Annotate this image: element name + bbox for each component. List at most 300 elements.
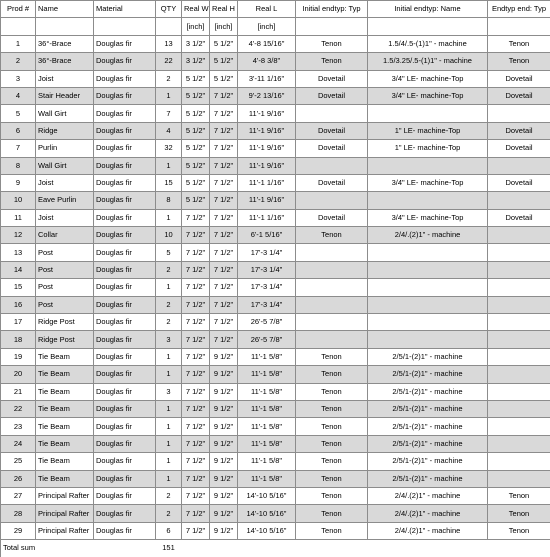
cell-initial-endtyp-typ[interactable]: Tenon xyxy=(296,383,368,400)
cell-initial-endtyp-typ[interactable]: Tenon xyxy=(296,453,368,470)
cell-prod-number[interactable]: 28 xyxy=(1,505,36,522)
cell-qty[interactable]: 1 xyxy=(156,435,182,452)
cell-real-l[interactable]: 4'-8 15/16" xyxy=(238,35,296,52)
table-row[interactable] xyxy=(1,174,550,191)
cell-qty[interactable]: 13 xyxy=(156,35,182,52)
cell-real-h[interactable]: 5 1/2" xyxy=(210,70,238,87)
cell-prod-number[interactable]: 23 xyxy=(1,418,36,435)
table-row[interactable] xyxy=(1,53,550,70)
cell-real-l[interactable]: 11'-1 9/16" xyxy=(238,140,296,157)
cell-initial-endtyp-name[interactable]: 3/4" LE- machine-Top xyxy=(368,70,488,87)
col-header-initial-endtyp-typ[interactable]: Initial endtyp: Typ xyxy=(296,1,368,18)
cell-endtyp-end-typ[interactable] xyxy=(488,435,550,452)
cell-part-name[interactable]: Principal Rafter xyxy=(36,505,94,522)
cell-material[interactable]: Douglas fir xyxy=(94,174,156,191)
cell-material[interactable]: Douglas fir xyxy=(94,53,156,70)
cell-real-h[interactable]: 7 1/2" xyxy=(210,209,238,226)
cell-real-h[interactable]: 5 1/2" xyxy=(210,35,238,52)
cell-real-w[interactable]: 7 1/2" xyxy=(182,366,210,383)
table-row[interactable] xyxy=(1,331,550,348)
cell-part-name[interactable]: Ridge xyxy=(36,122,94,139)
cell-part-name[interactable]: Ridge Post xyxy=(36,314,94,331)
cell-initial-endtyp-name[interactable] xyxy=(368,261,488,278)
cell-real-w[interactable]: 7 1/2" xyxy=(182,400,210,417)
cell-prod-number[interactable]: 20 xyxy=(1,366,36,383)
cell-real-w[interactable]: 5 1/2" xyxy=(182,140,210,157)
cell-initial-endtyp-typ[interactable]: Tenon xyxy=(296,227,368,244)
table-row[interactable] xyxy=(1,279,550,296)
col-header-real-l[interactable]: Real L xyxy=(238,1,296,18)
cell-qty[interactable]: 5 xyxy=(156,244,182,261)
cell-part-name[interactable]: Ridge Post xyxy=(36,331,94,348)
cell-initial-endtyp-name[interactable]: 3/4" LE- machine-Top xyxy=(368,87,488,104)
cell-real-l[interactable]: 17'-3 1/4" xyxy=(238,244,296,261)
cell-material[interactable]: Douglas fir xyxy=(94,157,156,174)
cell-endtyp-end-typ[interactable] xyxy=(488,227,550,244)
table-row[interactable] xyxy=(1,105,550,122)
cell-initial-endtyp-typ[interactable]: Dovetail xyxy=(296,70,368,87)
cell-real-w[interactable]: 7 1/2" xyxy=(182,296,210,313)
cell-prod-number[interactable]: 21 xyxy=(1,383,36,400)
cell-real-h[interactable]: 5 1/2" xyxy=(210,53,238,70)
cell-initial-endtyp-typ[interactable]: Tenon xyxy=(296,435,368,452)
cell-real-h[interactable]: 9 1/2" xyxy=(210,522,238,539)
cell-initial-endtyp-typ[interactable] xyxy=(296,244,368,261)
cell-part-name[interactable]: Tie Beam xyxy=(36,470,94,487)
cell-material[interactable]: Douglas fir xyxy=(94,487,156,504)
cell-real-w[interactable]: 7 1/2" xyxy=(182,261,210,278)
cell-real-h[interactable]: 7 1/2" xyxy=(210,296,238,313)
cell-real-w[interactable]: 5 1/2" xyxy=(182,105,210,122)
cell-material[interactable]: Douglas fir xyxy=(94,227,156,244)
cell-material[interactable]: Douglas fir xyxy=(94,279,156,296)
cell-material[interactable]: Douglas fir xyxy=(94,296,156,313)
cell-part-name[interactable]: Post xyxy=(36,296,94,313)
cell-real-h[interactable]: 7 1/2" xyxy=(210,87,238,104)
cell-real-h[interactable]: 7 1/2" xyxy=(210,244,238,261)
cell-initial-endtyp-typ[interactable]: Tenon xyxy=(296,348,368,365)
cell-prod-number[interactable]: 15 xyxy=(1,279,36,296)
cell-prod-number[interactable]: 7 xyxy=(1,140,36,157)
cell-qty[interactable]: 1 xyxy=(156,470,182,487)
col-header-prod[interactable]: Prod # xyxy=(1,1,36,18)
cell-endtyp-end-typ[interactable] xyxy=(488,366,550,383)
cell-initial-endtyp-name[interactable]: 3/4" LE- machine-Top xyxy=(368,209,488,226)
cell-real-h[interactable]: 7 1/2" xyxy=(210,279,238,296)
table-row[interactable] xyxy=(1,87,550,104)
cell-initial-endtyp-typ[interactable] xyxy=(296,157,368,174)
cell-endtyp-end-typ[interactable] xyxy=(488,244,550,261)
cell-initial-endtyp-name[interactable] xyxy=(368,105,488,122)
cell-initial-endtyp-typ[interactable]: Tenon xyxy=(296,400,368,417)
cell-real-l[interactable]: 6'-1 5/16" xyxy=(238,227,296,244)
table-row[interactable] xyxy=(1,470,550,487)
col-header-endtyp-end-typ[interactable]: Endtyp end: Typ xyxy=(488,1,550,18)
cell-prod-number[interactable]: 17 xyxy=(1,314,36,331)
cell-initial-endtyp-typ[interactable]: Dovetail xyxy=(296,122,368,139)
cell-qty[interactable]: 32 xyxy=(156,140,182,157)
cell-qty[interactable]: 6 xyxy=(156,522,182,539)
table-row[interactable] xyxy=(1,70,550,87)
cell-real-w[interactable]: 7 1/2" xyxy=(182,435,210,452)
cell-real-l[interactable]: 11'-1 5/8" xyxy=(238,383,296,400)
cell-real-h[interactable]: 7 1/2" xyxy=(210,122,238,139)
cell-material[interactable]: Douglas fir xyxy=(94,140,156,157)
cell-part-name[interactable]: Tie Beam xyxy=(36,366,94,383)
table-row[interactable] xyxy=(1,418,550,435)
cell-initial-endtyp-name[interactable]: 2/5/1-(2)1" - machine xyxy=(368,418,488,435)
cell-initial-endtyp-name[interactable]: 1.5/3.25/.5-(1)1" - machine xyxy=(368,53,488,70)
cell-prod-number[interactable]: 19 xyxy=(1,348,36,365)
cell-endtyp-end-typ[interactable] xyxy=(488,453,550,470)
cell-endtyp-end-typ[interactable] xyxy=(488,261,550,278)
cell-part-name[interactable]: Stair Header xyxy=(36,87,94,104)
cell-endtyp-end-typ[interactable]: Tenon xyxy=(488,35,550,52)
cell-initial-endtyp-name[interactable]: 2/4/.(2)1" - machine xyxy=(368,487,488,504)
cell-qty[interactable]: 2 xyxy=(156,314,182,331)
cell-real-h[interactable]: 7 1/2" xyxy=(210,192,238,209)
cell-material[interactable]: Douglas fir xyxy=(94,70,156,87)
cell-endtyp-end-typ[interactable]: Tenon xyxy=(488,53,550,70)
cell-real-w[interactable]: 5 1/2" xyxy=(182,87,210,104)
cell-real-l[interactable]: 17'-3 1/4" xyxy=(238,261,296,278)
cell-part-name[interactable]: Tie Beam xyxy=(36,348,94,365)
cell-real-h[interactable]: 7 1/2" xyxy=(210,157,238,174)
cell-material[interactable]: Douglas fir xyxy=(94,470,156,487)
cell-prod-number[interactable]: 2 xyxy=(1,53,36,70)
table-row[interactable] xyxy=(1,453,550,470)
cell-initial-endtyp-typ[interactable]: Dovetail xyxy=(296,87,368,104)
cell-real-w[interactable]: 5 1/2" xyxy=(182,157,210,174)
cell-prod-number[interactable]: 5 xyxy=(1,105,36,122)
cell-real-h[interactable]: 9 1/2" xyxy=(210,435,238,452)
cell-real-w[interactable]: 5 1/2" xyxy=(182,122,210,139)
cell-real-l[interactable]: 11'-1 5/8" xyxy=(238,400,296,417)
table-row[interactable] xyxy=(1,522,550,539)
cell-initial-endtyp-typ[interactable] xyxy=(296,105,368,122)
cell-prod-number[interactable]: 25 xyxy=(1,453,36,470)
cell-qty[interactable]: 1 xyxy=(156,366,182,383)
cell-prod-number[interactable]: 9 xyxy=(1,174,36,191)
cell-part-name[interactable]: Tie Beam xyxy=(36,400,94,417)
cell-initial-endtyp-name[interactable]: 2/5/1-(2)1" - machine xyxy=(368,435,488,452)
cell-part-name[interactable]: Purlin xyxy=(36,140,94,157)
cell-part-name[interactable]: Principal Rafter xyxy=(36,487,94,504)
table-row[interactable] xyxy=(1,487,550,504)
table-row[interactable] xyxy=(1,35,550,52)
cell-initial-endtyp-typ[interactable]: Tenon xyxy=(296,470,368,487)
cell-real-l[interactable]: 11'-1 9/16" xyxy=(238,157,296,174)
cell-part-name[interactable]: Post xyxy=(36,261,94,278)
cell-material[interactable]: Douglas fir xyxy=(94,331,156,348)
cell-real-w[interactable]: 7 1/2" xyxy=(182,487,210,504)
cell-real-l[interactable]: 11'-1 9/16" xyxy=(238,105,296,122)
table-row[interactable] xyxy=(1,348,550,365)
cell-initial-endtyp-typ[interactable]: Tenon xyxy=(296,487,368,504)
cell-real-h[interactable]: 7 1/2" xyxy=(210,314,238,331)
cell-material[interactable]: Douglas fir xyxy=(94,453,156,470)
cell-real-h[interactable]: 7 1/2" xyxy=(210,261,238,278)
table-row[interactable] xyxy=(1,192,550,209)
cell-prod-number[interactable]: 1 xyxy=(1,35,36,52)
cell-material[interactable]: Douglas fir xyxy=(94,348,156,365)
cell-initial-endtyp-name[interactable]: 2/5/1-(2)1" - machine xyxy=(368,453,488,470)
cell-real-w[interactable]: 7 1/2" xyxy=(182,505,210,522)
cell-real-w[interactable]: 7 1/2" xyxy=(182,348,210,365)
cell-real-l[interactable]: 11'-1 5/8" xyxy=(238,453,296,470)
cell-real-h[interactable]: 9 1/2" xyxy=(210,505,238,522)
cell-endtyp-end-typ[interactable] xyxy=(488,296,550,313)
cell-part-name[interactable]: Post xyxy=(36,279,94,296)
cell-prod-number[interactable]: 18 xyxy=(1,331,36,348)
cell-prod-number[interactable]: 16 xyxy=(1,296,36,313)
cell-material[interactable]: Douglas fir xyxy=(94,314,156,331)
col-header-initial-endtyp-name[interactable]: Initial endtyp: Name xyxy=(368,1,488,18)
cell-real-w[interactable]: 5 1/2" xyxy=(182,174,210,191)
cell-qty[interactable]: 2 xyxy=(156,505,182,522)
cell-real-h[interactable]: 9 1/2" xyxy=(210,400,238,417)
cell-endtyp-end-typ[interactable]: Tenon xyxy=(488,487,550,504)
cell-initial-endtyp-name[interactable] xyxy=(368,331,488,348)
cell-material[interactable]: Douglas fir xyxy=(94,209,156,226)
table-row[interactable] xyxy=(1,209,550,226)
cell-qty[interactable]: 1 xyxy=(156,87,182,104)
cell-real-h[interactable]: 9 1/2" xyxy=(210,453,238,470)
table-row[interactable] xyxy=(1,314,550,331)
cell-initial-endtyp-name[interactable]: 1" LE- machine-Top xyxy=(368,140,488,157)
cell-material[interactable]: Douglas fir xyxy=(94,400,156,417)
cell-qty[interactable]: 1 xyxy=(156,209,182,226)
col-header-name[interactable]: Name xyxy=(36,1,94,18)
cell-real-w[interactable]: 7 1/2" xyxy=(182,314,210,331)
cell-qty[interactable]: 1 xyxy=(156,418,182,435)
cell-real-l[interactable]: 11'-1 1/16" xyxy=(238,174,296,191)
cell-real-l[interactable]: 11'-1 9/16" xyxy=(238,192,296,209)
cell-material[interactable]: Douglas fir xyxy=(94,383,156,400)
cell-initial-endtyp-name[interactable] xyxy=(368,244,488,261)
cell-prod-number[interactable]: 24 xyxy=(1,435,36,452)
cell-material[interactable]: Douglas fir xyxy=(94,366,156,383)
table-row[interactable] xyxy=(1,383,550,400)
cell-endtyp-end-typ[interactable]: Dovetail xyxy=(488,122,550,139)
cell-endtyp-end-typ[interactable] xyxy=(488,383,550,400)
col-header-real-w[interactable]: Real W xyxy=(182,1,210,18)
cell-real-w[interactable]: 7 1/2" xyxy=(182,418,210,435)
cell-real-w[interactable]: 5 1/2" xyxy=(182,70,210,87)
cell-real-w[interactable]: 3 1/2" xyxy=(182,35,210,52)
cell-prod-number[interactable]: 3 xyxy=(1,70,36,87)
cell-real-l[interactable]: 11'-1 1/16" xyxy=(238,209,296,226)
cell-initial-endtyp-typ[interactable]: Tenon xyxy=(296,53,368,70)
cell-endtyp-end-typ[interactable] xyxy=(488,157,550,174)
cell-initial-endtyp-typ[interactable]: Tenon xyxy=(296,505,368,522)
cell-initial-endtyp-typ[interactable] xyxy=(296,296,368,313)
cell-prod-number[interactable]: 6 xyxy=(1,122,36,139)
cell-real-h[interactable]: 9 1/2" xyxy=(210,348,238,365)
cell-real-l[interactable]: 11'-1 5/8" xyxy=(238,435,296,452)
cell-material[interactable]: Douglas fir xyxy=(94,122,156,139)
cell-real-l[interactable]: 11'-1 5/8" xyxy=(238,418,296,435)
table-row[interactable] xyxy=(1,140,550,157)
table-row[interactable] xyxy=(1,435,550,452)
cell-part-name[interactable]: Tie Beam xyxy=(36,383,94,400)
cell-endtyp-end-typ[interactable]: Dovetail xyxy=(488,70,550,87)
cell-part-name[interactable]: Post xyxy=(36,244,94,261)
cell-initial-endtyp-typ[interactable]: Dovetail xyxy=(296,174,368,191)
cell-real-l[interactable]: 26'-5 7/8" xyxy=(238,314,296,331)
cell-endtyp-end-typ[interactable] xyxy=(488,279,550,296)
cell-real-w[interactable]: 7 1/2" xyxy=(182,244,210,261)
cell-prod-number[interactable]: 8 xyxy=(1,157,36,174)
cell-initial-endtyp-typ[interactable] xyxy=(296,261,368,278)
cell-qty[interactable]: 10 xyxy=(156,227,182,244)
cell-part-name[interactable]: Tie Beam xyxy=(36,435,94,452)
table-row[interactable] xyxy=(1,366,550,383)
cell-material[interactable]: Douglas fir xyxy=(94,435,156,452)
cell-initial-endtyp-typ[interactable] xyxy=(296,279,368,296)
cell-real-w[interactable]: 7 1/2" xyxy=(182,227,210,244)
cell-part-name[interactable]: Tie Beam xyxy=(36,453,94,470)
cell-real-l[interactable]: 14'-10 5/16" xyxy=(238,505,296,522)
cell-endtyp-end-typ[interactable] xyxy=(488,400,550,417)
cell-real-w[interactable]: 7 1/2" xyxy=(182,279,210,296)
cell-part-name[interactable]: Wall Girt xyxy=(36,157,94,174)
cell-qty[interactable]: 15 xyxy=(156,174,182,191)
cell-real-l[interactable]: 11'-1 9/16" xyxy=(238,122,296,139)
cell-qty[interactable]: 7 xyxy=(156,105,182,122)
cell-endtyp-end-typ[interactable]: Dovetail xyxy=(488,140,550,157)
cell-part-name[interactable]: Tie Beam xyxy=(36,418,94,435)
cell-material[interactable]: Douglas fir xyxy=(94,87,156,104)
cell-qty[interactable]: 2 xyxy=(156,296,182,313)
cell-real-w[interactable]: 5 1/2" xyxy=(182,192,210,209)
cell-qty[interactable]: 2 xyxy=(156,261,182,278)
cell-prod-number[interactable]: 4 xyxy=(1,87,36,104)
cell-real-w[interactable]: 7 1/2" xyxy=(182,209,210,226)
cell-real-h[interactable]: 9 1/2" xyxy=(210,470,238,487)
cell-real-l[interactable]: 9'-2 13/16" xyxy=(238,87,296,104)
cell-endtyp-end-typ[interactable] xyxy=(488,314,550,331)
cell-initial-endtyp-typ[interactable]: Dovetail xyxy=(296,140,368,157)
cell-real-l[interactable]: 11'-1 5/8" xyxy=(238,470,296,487)
cell-real-h[interactable]: 7 1/2" xyxy=(210,174,238,191)
cell-real-h[interactable]: 7 1/2" xyxy=(210,105,238,122)
col-header-real-h[interactable]: Real H xyxy=(210,1,238,18)
col-header-material[interactable]: Material xyxy=(94,1,156,18)
cell-qty[interactable]: 1 xyxy=(156,279,182,296)
cell-real-w[interactable]: 7 1/2" xyxy=(182,383,210,400)
cell-part-name[interactable]: Joist xyxy=(36,174,94,191)
cell-qty[interactable]: 8 xyxy=(156,192,182,209)
cell-prod-number[interactable]: 29 xyxy=(1,522,36,539)
cell-initial-endtyp-name[interactable]: 2/4/.(2)1" - machine xyxy=(368,227,488,244)
cell-part-name[interactable]: Eave Purlin xyxy=(36,192,94,209)
cell-real-w[interactable]: 7 1/2" xyxy=(182,522,210,539)
cell-endtyp-end-typ[interactable] xyxy=(488,331,550,348)
cell-real-h[interactable]: 7 1/2" xyxy=(210,227,238,244)
cell-initial-endtyp-name[interactable]: 2/5/1-(2)1" - machine xyxy=(368,366,488,383)
cell-part-name[interactable]: 36°-Brace xyxy=(36,35,94,52)
cell-prod-number[interactable]: 13 xyxy=(1,244,36,261)
cell-initial-endtyp-typ[interactable]: Dovetail xyxy=(296,209,368,226)
cell-prod-number[interactable]: 10 xyxy=(1,192,36,209)
cell-real-l[interactable]: 17'-3 1/4" xyxy=(238,296,296,313)
cell-endtyp-end-typ[interactable] xyxy=(488,192,550,209)
cell-prod-number[interactable]: 12 xyxy=(1,227,36,244)
table-row[interactable] xyxy=(1,244,550,261)
table-row[interactable] xyxy=(1,157,550,174)
table-row[interactable] xyxy=(1,261,550,278)
cell-material[interactable]: Douglas fir xyxy=(94,244,156,261)
cell-real-l[interactable]: 14'-10 5/16" xyxy=(238,487,296,504)
cell-material[interactable]: Douglas fir xyxy=(94,35,156,52)
cell-prod-number[interactable]: 14 xyxy=(1,261,36,278)
cell-real-l[interactable]: 14'-10 5/16" xyxy=(238,522,296,539)
cell-endtyp-end-typ[interactable]: Dovetail xyxy=(488,174,550,191)
cell-real-w[interactable]: 7 1/2" xyxy=(182,331,210,348)
cell-real-w[interactable]: 7 1/2" xyxy=(182,470,210,487)
cell-initial-endtyp-name[interactable] xyxy=(368,192,488,209)
cell-initial-endtyp-name[interactable] xyxy=(368,157,488,174)
cell-qty[interactable]: 3 xyxy=(156,331,182,348)
table-row[interactable] xyxy=(1,400,550,417)
cell-initial-endtyp-name[interactable]: 2/4/.(2)1" - machine xyxy=(368,505,488,522)
cell-part-name[interactable]: Wall Girt xyxy=(36,105,94,122)
cell-initial-endtyp-typ[interactable]: Tenon xyxy=(296,522,368,539)
cell-part-name[interactable]: 36°-Brace xyxy=(36,53,94,70)
table-row[interactable] xyxy=(1,122,550,139)
col-header-qty[interactable]: QTY xyxy=(156,1,182,18)
cell-qty[interactable]: 2 xyxy=(156,70,182,87)
cell-prod-number[interactable]: 26 xyxy=(1,470,36,487)
cell-initial-endtyp-name[interactable]: 2/4/.(2)1" - machine xyxy=(368,522,488,539)
cell-endtyp-end-typ[interactable] xyxy=(488,470,550,487)
cell-initial-endtyp-typ[interactable]: Tenon xyxy=(296,35,368,52)
cell-prod-number[interactable]: 27 xyxy=(1,487,36,504)
cell-qty[interactable]: 1 xyxy=(156,400,182,417)
cell-material[interactable]: Douglas fir xyxy=(94,261,156,278)
cell-real-w[interactable]: 3 1/2" xyxy=(182,53,210,70)
cell-endtyp-end-typ[interactable] xyxy=(488,348,550,365)
cell-endtyp-end-typ[interactable] xyxy=(488,105,550,122)
cell-initial-endtyp-typ[interactable] xyxy=(296,331,368,348)
cell-initial-endtyp-name[interactable]: 3/4" LE- machine-Top xyxy=(368,174,488,191)
cell-initial-endtyp-name[interactable]: 1" LE- machine-Top xyxy=(368,122,488,139)
cell-real-h[interactable]: 9 1/2" xyxy=(210,366,238,383)
cell-endtyp-end-typ[interactable]: Dovetail xyxy=(488,209,550,226)
cell-material[interactable]: Douglas fir xyxy=(94,505,156,522)
cell-initial-endtyp-typ[interactable]: Tenon xyxy=(296,366,368,383)
cell-qty[interactable]: 1 xyxy=(156,157,182,174)
cell-initial-endtyp-typ[interactable]: Tenon xyxy=(296,418,368,435)
cell-material[interactable]: Douglas fir xyxy=(94,105,156,122)
cell-material[interactable]: Douglas fir xyxy=(94,522,156,539)
cell-part-name[interactable]: Principal Rafter xyxy=(36,522,94,539)
cell-prod-number[interactable]: 11 xyxy=(1,209,36,226)
table-row[interactable] xyxy=(1,296,550,313)
cell-real-l[interactable]: 4'-8 3/8" xyxy=(238,53,296,70)
cell-initial-endtyp-name[interactable]: 2/5/1-(2)1" - machine xyxy=(368,348,488,365)
cell-qty[interactable]: 2 xyxy=(156,487,182,504)
cell-endtyp-end-typ[interactable] xyxy=(488,418,550,435)
cell-real-l[interactable]: 17'-3 1/4" xyxy=(238,279,296,296)
cell-initial-endtyp-typ[interactable] xyxy=(296,314,368,331)
cell-qty[interactable]: 1 xyxy=(156,453,182,470)
cell-part-name[interactable]: Joist xyxy=(36,70,94,87)
cell-real-h[interactable]: 9 1/2" xyxy=(210,418,238,435)
cell-initial-endtyp-typ[interactable] xyxy=(296,192,368,209)
cell-initial-endtyp-name[interactable]: 2/5/1-(2)1" - machine xyxy=(368,383,488,400)
